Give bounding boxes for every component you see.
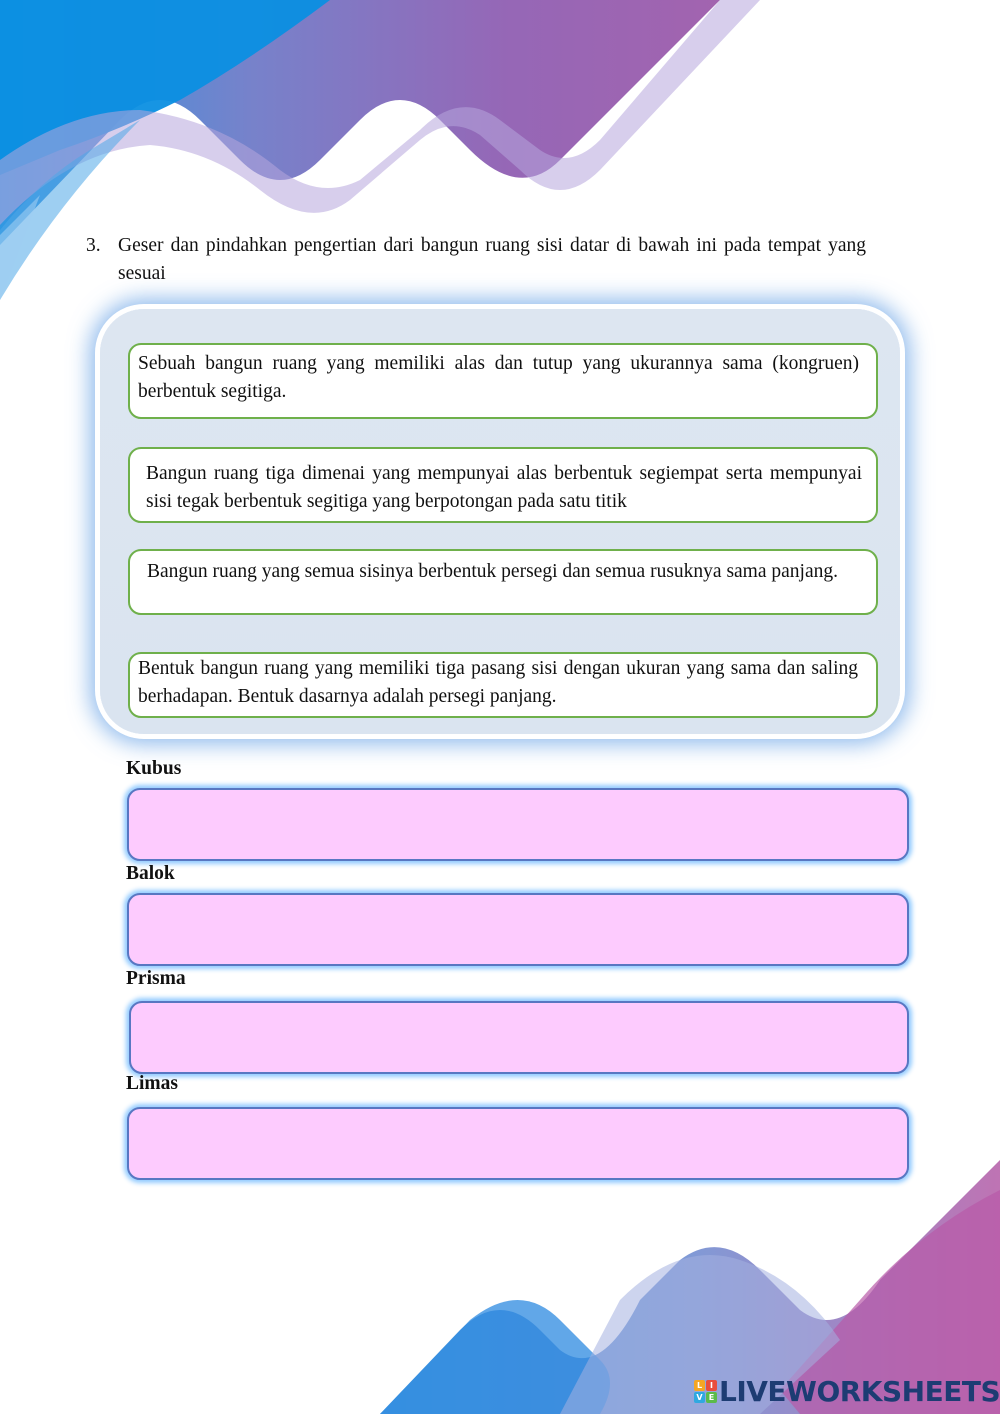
label-balok: Balok: [126, 863, 175, 884]
label-prisma: Prisma: [126, 968, 186, 989]
logo-letter: E: [706, 1392, 717, 1403]
draggable-card-kubus[interactable]: [128, 549, 878, 615]
drop-zone-kubus[interactable]: [127, 788, 909, 861]
drop-zone-prisma[interactable]: [129, 1001, 909, 1074]
label-limas: Limas: [126, 1073, 179, 1094]
card-text: Bangun ruang tiga dimenai yang mempunyai alas berbentuk segiempat serta mempunyai sisi tegak berbentuk segitiga yang berpotongan pada satu titik: [146, 463, 862, 512]
card-text: Sebuah bangun ruang yang memiliki alas dan tutup yang ukurannya sama (kongruen) berbentuk segitiga.: [138, 353, 859, 402]
drop-zone-limas[interactable]: [127, 1107, 909, 1180]
question-3: [86, 232, 866, 288]
question-number: 3.: [86, 235, 101, 256]
drop-zone-balok[interactable]: [127, 893, 909, 966]
logo-letter: V: [694, 1392, 705, 1403]
logo-letter: I: [706, 1380, 717, 1391]
brand-name: LIVEWORKSHEETS: [719, 1374, 1000, 1408]
draggable-card-balok[interactable]: [128, 652, 878, 718]
logo-letter: L: [694, 1380, 705, 1391]
card-text: Bentuk bangun ruang yang memiliki tiga pasang sisi dengan ukuran yang sama dan saling berhadapan. Bentuk dasarnya adalah persegi panjang.: [138, 658, 858, 707]
liveworksheets-logo-icon: [694, 1380, 717, 1403]
draggable-card-prisma[interactable]: [128, 343, 878, 419]
liveworksheets-brand: [694, 1374, 1000, 1408]
draggable-card-limas[interactable]: [128, 447, 878, 523]
card-text: Bangun ruang yang semua sisinya berbentuk persegi dan semua rusuknya sama panjang.: [147, 561, 838, 582]
label-kubus: Kubus: [126, 758, 182, 779]
question-text: Geser dan pindahkan pengertian dari bangun ruang sisi datar di bawah ini pada tempat yang sesuai: [118, 235, 866, 284]
